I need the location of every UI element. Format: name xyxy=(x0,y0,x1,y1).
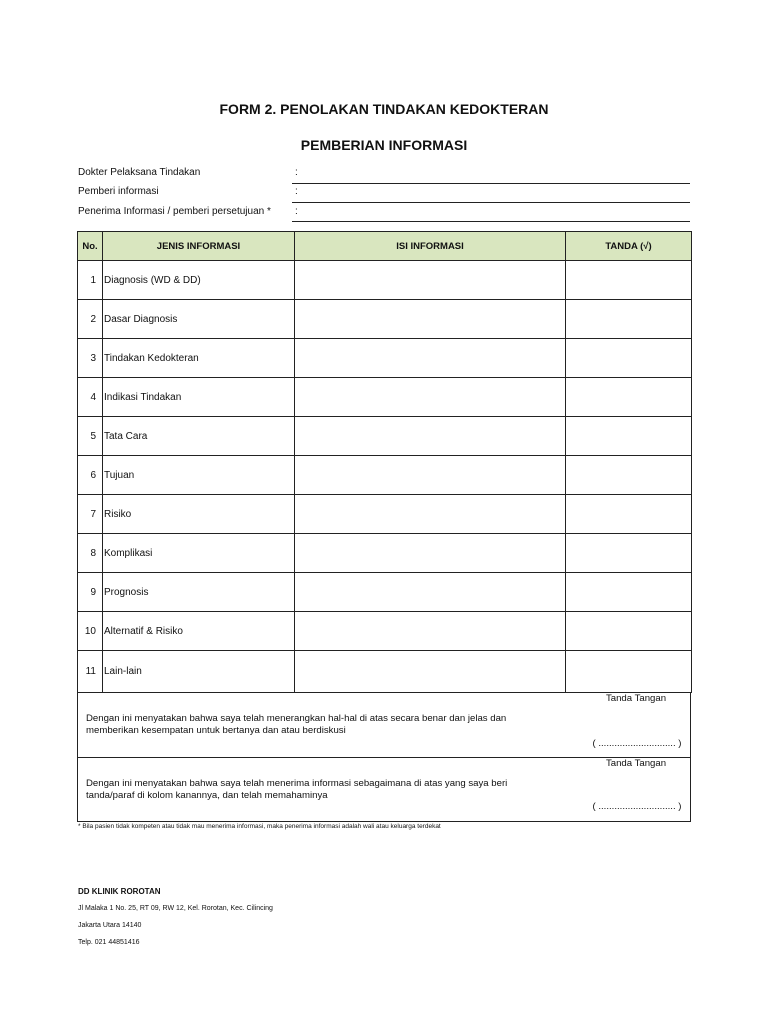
field-colon: : xyxy=(295,186,298,197)
row-number: 7 xyxy=(78,495,103,534)
field-colon: : xyxy=(295,167,298,178)
clinic-name: DD KLINIK ROROTAN xyxy=(78,887,161,896)
row-isi-cell[interactable] xyxy=(295,417,566,456)
row-isi-cell[interactable] xyxy=(295,456,566,495)
row-jenis: Tujuan xyxy=(103,456,295,495)
row-jenis: Lain-lain xyxy=(103,651,295,693)
field-label-pemberi: Pemberi informasi xyxy=(78,186,159,197)
table-row xyxy=(78,534,692,573)
row-tanda-cell[interactable] xyxy=(566,495,692,534)
row-isi-cell[interactable] xyxy=(295,300,566,339)
row-isi-cell[interactable] xyxy=(295,339,566,378)
row-number: 8 xyxy=(78,534,103,573)
signature-field[interactable]: ( ............................. ) xyxy=(592,801,682,812)
table-row xyxy=(78,573,692,612)
table-row xyxy=(78,456,692,495)
signature-field[interactable]: ( ............................. ) xyxy=(592,738,682,749)
field-input-dokter[interactable] xyxy=(292,183,690,184)
header-isi: ISI INFORMASI xyxy=(295,232,566,261)
row-jenis: Komplikasi xyxy=(103,534,295,573)
row-isi-cell[interactable] xyxy=(295,612,566,651)
row-number: 5 xyxy=(78,417,103,456)
row-jenis: Alternatif & Risiko xyxy=(103,612,295,651)
row-number: 3 xyxy=(78,339,103,378)
table-row xyxy=(78,300,692,339)
row-number: 9 xyxy=(78,573,103,612)
table-header-row xyxy=(78,232,692,261)
table-row xyxy=(78,417,692,456)
form-title: FORM 2. PENOLAKAN TINDAKAN KEDOKTERAN xyxy=(219,101,549,117)
table-row xyxy=(78,651,692,693)
row-number: 11 xyxy=(78,651,103,693)
row-number: 1 xyxy=(78,261,103,300)
table-row xyxy=(78,495,692,534)
row-jenis: Dasar Diagnosis xyxy=(103,300,295,339)
row-tanda-cell[interactable] xyxy=(566,300,692,339)
info-table xyxy=(77,231,692,693)
row-number: 2 xyxy=(78,300,103,339)
field-input-penerima[interactable] xyxy=(292,221,690,222)
field-label-dokter: Dokter Pelaksana Tindakan xyxy=(78,167,201,178)
section-title: PEMBERIAN INFORMASI xyxy=(300,137,468,153)
row-tanda-cell[interactable] xyxy=(566,456,692,495)
row-jenis: Prognosis xyxy=(103,573,295,612)
row-tanda-cell[interactable] xyxy=(566,261,692,300)
clinic-phone: Telp. 021 44851416 xyxy=(78,939,140,946)
field-colon: : xyxy=(295,206,298,217)
row-tanda-cell[interactable] xyxy=(566,417,692,456)
row-isi-cell[interactable] xyxy=(295,378,566,417)
row-jenis: Indikasi Tindakan xyxy=(103,378,295,417)
clinic-city: Jakarta Utara 14140 xyxy=(78,922,142,929)
table-row xyxy=(78,339,692,378)
header-no: No. xyxy=(78,232,103,261)
row-tanda-cell[interactable] xyxy=(566,339,692,378)
header-tanda: TANDA (√) xyxy=(566,232,692,261)
row-isi-cell[interactable] xyxy=(295,651,566,693)
row-jenis: Tata Cara xyxy=(103,417,295,456)
signature-label: Tanda Tangan xyxy=(605,693,667,704)
row-isi-cell[interactable] xyxy=(295,261,566,300)
table-row xyxy=(78,261,692,300)
statement-text-line: Dengan ini menyatakan bahwa saya telah menerima informasi sebagaimana di atas yang saya beri xyxy=(86,778,508,789)
row-tanda-cell[interactable] xyxy=(566,612,692,651)
row-number: 6 xyxy=(78,456,103,495)
header-jenis: JENIS INFORMASI xyxy=(103,232,295,261)
footnote: * Bila pasien tidak kompeten atau tidak mau menerima informasi, maka penerima informasi adalah wali atau keluarga terdekat xyxy=(78,823,441,830)
statement-penerima xyxy=(77,758,691,822)
statement-text-line: Dengan ini menyatakan bahwa saya telah menerangkan hal-hal di atas secara benar dan jelas dan xyxy=(86,713,507,724)
table-row xyxy=(78,378,692,417)
table-row xyxy=(78,612,692,651)
row-number: 4 xyxy=(78,378,103,417)
row-jenis: Tindakan Kedokteran xyxy=(103,339,295,378)
row-tanda-cell[interactable] xyxy=(566,651,692,693)
row-isi-cell[interactable] xyxy=(295,495,566,534)
row-tanda-cell[interactable] xyxy=(566,573,692,612)
row-isi-cell[interactable] xyxy=(295,534,566,573)
field-input-pemberi[interactable] xyxy=(292,202,690,203)
signature-label: Tanda Tangan xyxy=(605,758,667,769)
row-jenis: Diagnosis (WD & DD) xyxy=(103,261,295,300)
statement-text-line: tanda/paraf di kolom kanannya, dan telah memahaminya xyxy=(86,790,328,801)
field-label-penerima: Penerima Informasi / pemberi persetujuan * xyxy=(78,206,271,217)
row-tanda-cell[interactable] xyxy=(566,534,692,573)
row-isi-cell[interactable] xyxy=(295,573,566,612)
row-jenis: Risiko xyxy=(103,495,295,534)
row-tanda-cell[interactable] xyxy=(566,378,692,417)
clinic-address: Jl Malaka 1 No. 25, RT 09, RW 12, Kel. Rorotan, Kec. Cilincing xyxy=(78,905,273,912)
row-number: 10 xyxy=(78,612,103,651)
statement-pemberi xyxy=(77,693,691,758)
statement-text-line: memberikan kesempatan untuk bertanya dan atau berdiskusi xyxy=(86,725,346,736)
